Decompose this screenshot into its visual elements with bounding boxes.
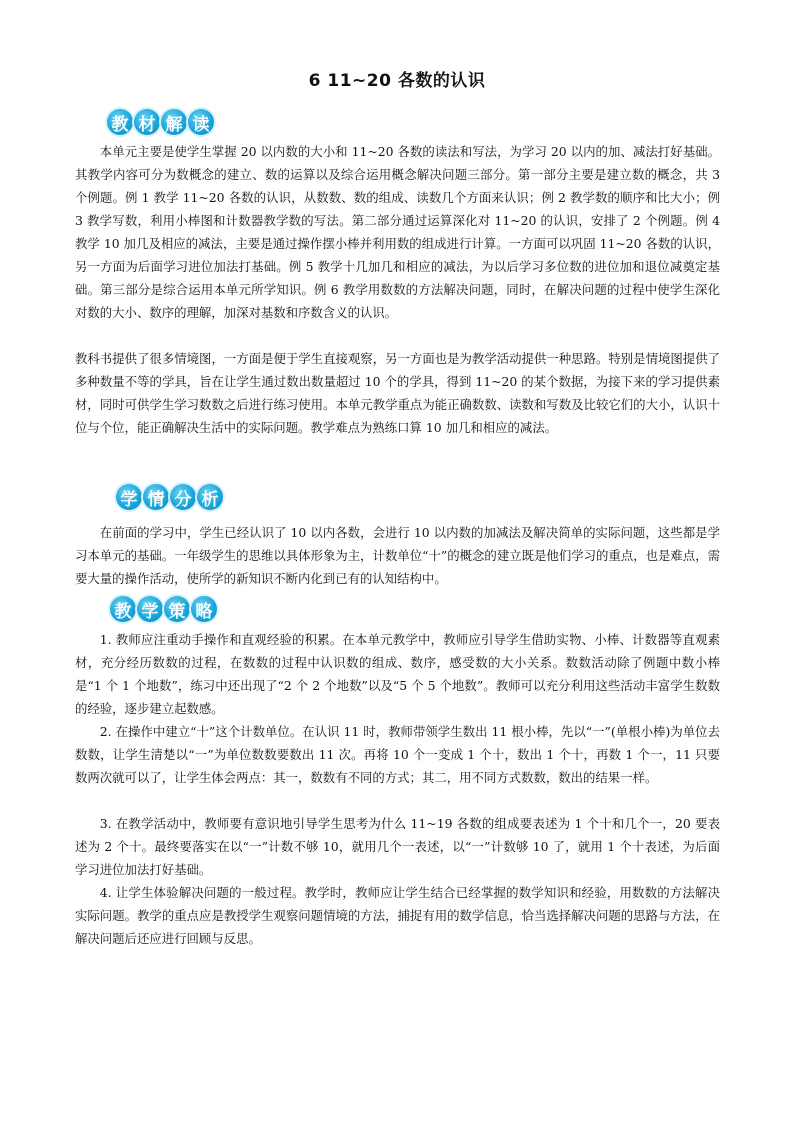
analysis-paragraph-1: 在前面的学习中，学生已经认识了 10 以内各数，会进行 10 以内数的加减法及解决简单的实际问题，这些都是学习本单元的基础。一年级学生的思维以具体形象为主，计数单位“十”的概念的建立既是他们学习的重点，也是难点，需要大量的操作活动，使所学的新知识不断内化到已有的认知结构中。 <box>75 525 720 586</box>
badge-char: 略 <box>191 596 217 622</box>
section-badge-reading <box>107 107 214 137</box>
badge-char: 学 <box>116 484 142 510</box>
badge-char: 教 <box>110 596 136 622</box>
section-badge-strategy <box>110 594 217 624</box>
strategy-item-2: 2. 在操作中建立“十”这个计数单位。在认识 11 时，教师带领学生数出 11 根小棒，先以“一”(单根小棒)为单位去数数，让学生清楚以“一”为单位数数要数出 11 次。再将 10 个一变成 1 个十，数出 1 个十，再数 1 个一，11 只要数两次就可以了，让学生体会两点：其一，数数有不同的方式；其二，用不同方式数数，数出的结果一样。 <box>75 724 720 785</box>
badge-char: 析 <box>197 484 223 510</box>
reading-paragraph-2: 教科书提供了很多情境图，一方面是便于学生直接观察，另一方面也是为教学活动提供一种思路。特别是情境图提供了多种数量不等的学具，旨在让学生通过数出数量超过 10 个的学具，得到 11~20 的某个数据，为接下来的学习提供素材，同时可供学生学习数数之后进行练习使用。本单元教学重点为能正确数数、读数和写数及比较它们的大小，认识十位与个位，能正确解决生活中的实际问题。教学难点为熟练口算 10 加几和相应的减法。 <box>75 351 720 435</box>
badge-char: 情 <box>143 484 169 510</box>
reading-paragraph-1: 本单元主要是使学生掌握 20 以内数的大小和 11~20 各数的读法和写法，为学习 20 以内的加、减法打好基础。其教学内容可分为数概念的建立、数的运算以及综合运用概念解决问题三部分。第一部分主要是建立数的概念，共 3 个例题。例 1 教学 11~20 各数的认识，从数数、数的组成、读数几个方面来认识；例 2 教学数的顺序和比大小；例 3 教学写数，利用小棒图和计数器教学数的写法。第二部分通过运算深化对 11~20 的认识，安排了 2 个例题。例 4 教学 10 加几及相应的减法，主要是通过操作摆小棒并利用数的组成进行计算。一方面可以巩固 11~20 各数的认识，另一方面为后面学习进位加法打基础。例 5 教学十几加几和相应的减法，为以后学习多位数的进位加和退位减奠定基础。第三部分是综合运用本单元所学知识。例 6 教学用数数的方法解决问题，同时，在解决问题的过程中使学生深化对数的大小、数序的理解，加深对基数和序数含义的认识。 <box>75 144 720 320</box>
section-badge-analysis <box>116 482 223 512</box>
page-title: 6 11~20 各数的认识 <box>308 71 486 91</box>
strategy-item-3: 3. 在教学活动中，教师要有意识地引导学生思考为什么 11~19 各数的组成要表述为 1 个十和几个一，20 要表述为 2 个十。最终要落实在以“一”计数不够 10，就用几个一表述，以“一”计数够 10 了，就用 1 个十表述，为后面学习进位加法打好基础。 <box>75 816 720 877</box>
badge-char: 读 <box>188 109 214 135</box>
badge-char: 材 <box>134 109 160 135</box>
badge-char: 教 <box>107 109 133 135</box>
badge-char: 解 <box>161 109 187 135</box>
badge-char: 学 <box>137 596 163 622</box>
strategy-item-1: 1. 教师应注重动手操作和直观经验的积累。在本单元教学中，教师应引导学生借助实物、小棒、计数器等直观素材，充分经历数数的过程，在数数的过程中认识数的组成、数序，感受数的大小关系。数数活动除了例题中数小棒是“1 个 1 个地数”，练习中还出现了“2 个 2 个地数”以及“5 个 5 个地数”。教师可以充分利用这些活动丰富学生数数的经验，逐步建立起数感。 <box>75 632 720 716</box>
badge-char: 策 <box>164 596 190 622</box>
badge-char: 分 <box>170 484 196 510</box>
strategy-item-4: 4. 让学生体验解决问题的一般过程。教学时，教师应让学生结合已经掌握的数学知识和经验，用数数的方法解决实际问题。教学的重点应是教授学生观察问题情境的方法，捕捉有用的数学信息，恰当选择解决问题的思路与方法，在解决问题后还应进行回顾与反思。 <box>75 885 720 946</box>
